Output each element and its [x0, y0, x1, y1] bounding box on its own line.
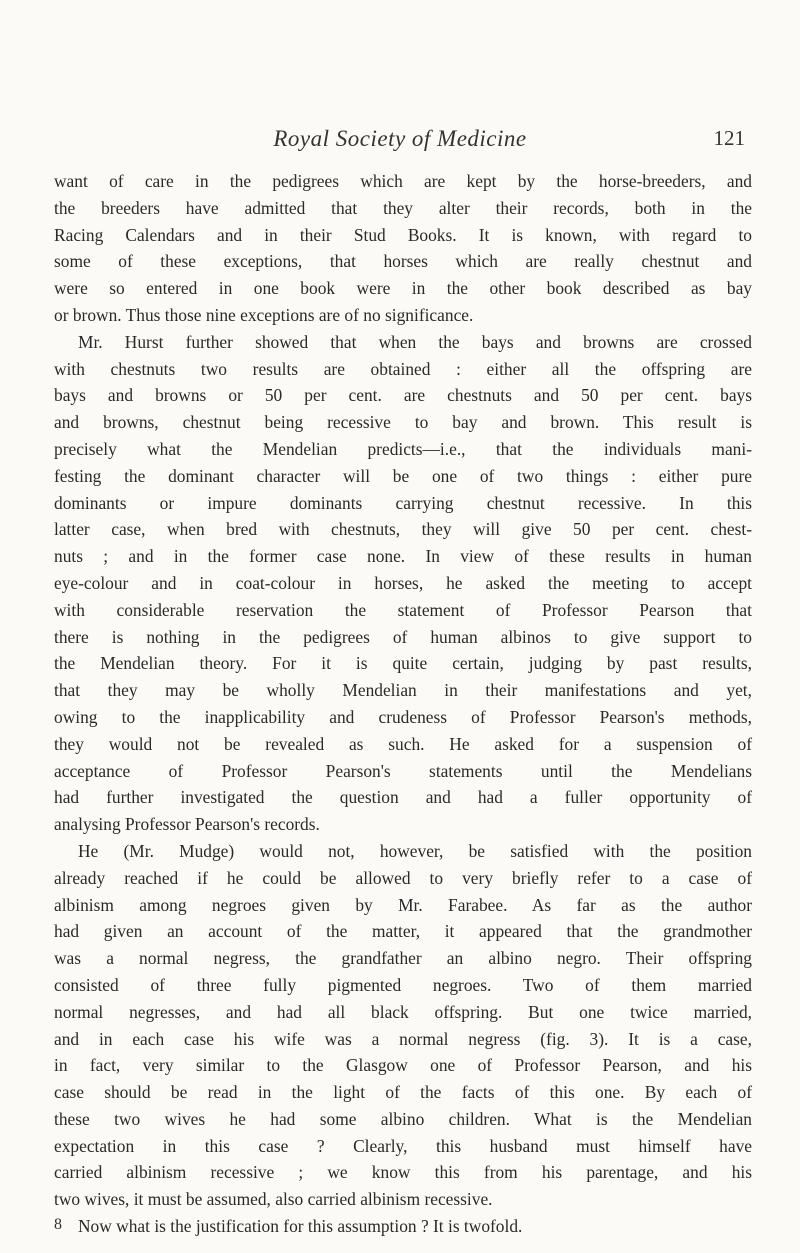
text-line: carried albinism recessive ; we know this from his parentage, and his [54, 1162, 752, 1183]
text-line: already reached if he could be allowed to very briefly refer to a case of [54, 867, 752, 888]
text-line: with considerable reservation the statement of Professor Pearson that [54, 599, 752, 620]
page-number: 121 [713, 126, 745, 150]
text-line: acceptance of Professor Pearson's statements until the Mendelians [54, 760, 752, 781]
text-line: the breeders have admitted that they alter their records, both in the [54, 197, 752, 218]
text-line: nuts ; and in the former case none. In view of these results in human [54, 546, 752, 567]
text-line: normal negresses, and had all black offspring. But one twice married, [54, 1001, 752, 1022]
text-line: there is nothing in the pedigrees of human albinos to give support to [54, 626, 752, 647]
text-line: Racing Calendars and in their Stud Books. It is known, with regard to [54, 224, 752, 245]
text-line: or brown. Thus those nine exceptions are of no significance. [54, 304, 474, 325]
text-line: eye-colour and in coat-colour in horses, he asked the meeting to accept [54, 572, 752, 593]
text-line: that they may be wholly Mendelian in their manifestations and yet, [54, 680, 752, 701]
text-line: albinism among negroes given by Mr. Farabee. As far as the author [54, 894, 752, 915]
text-line: festing the dominant character will be one of two things : either pure [54, 465, 752, 486]
body-text [54, 168, 752, 1240]
text-line: was a normal negress, the grandfather an albino negro. Their offspring [54, 948, 752, 969]
text-line: want of care in the pedigrees which are kept by the horse-breeders, and [54, 171, 752, 191]
text-line: had further investigated the question and had a fuller opportunity of [54, 787, 752, 808]
signature-mark: 8 [54, 1216, 62, 1233]
text-line: Now what is the justification for this assumption ? It is twofold. [78, 1216, 523, 1237]
running-head [0, 126, 800, 156]
text-line: Mr. Hurst further showed that when the bays and browns are crossed [78, 331, 752, 352]
text-line: expectation in this case ? Clearly, this husband must himself have [54, 1135, 752, 1156]
text-line: analysing Professor Pearson's records. [54, 814, 320, 835]
text-line: and browns, chestnut being recessive to bay and brown. This result is [54, 412, 752, 433]
text-line: case should be read in the light of the facts of this one. By each of [54, 1082, 752, 1103]
text-line: were so entered in one book were in the other book described as bay [54, 278, 752, 299]
text-line: two wives, it must be assumed, also carried albinism recessive. [54, 1189, 493, 1210]
text-line: and in each case his wife was a normal negress (fig. 3). It is a case, [54, 1028, 752, 1049]
text-line: consisted of three fully pigmented negroes. Two of them married [54, 974, 752, 995]
text-line: dominants or impure dominants carrying chestnut recessive. In this [54, 492, 752, 513]
text-line: latter case, when bred with chestnuts, they will give 50 per cent. chest- [54, 519, 752, 540]
text-line: He (Mr. Mudge) would not, however, be satisfied with the position [78, 840, 752, 861]
running-title: Royal Society of Medicine [273, 126, 527, 151]
text-line: precisely what the Mendelian predicts—i.e., that the individuals mani- [54, 438, 752, 459]
text-line: the Mendelian theory. For it is quite certain, judging by past results, [54, 653, 752, 674]
text-line: these two wives he had some albino children. What is the Mendelian [54, 1108, 752, 1129]
text-line: had given an account of the matter, it appeared that the grandmother [54, 921, 752, 942]
text-line: with chestnuts two results are obtained : either all the offspring are [54, 358, 752, 379]
text-line: in fact, very similar to the Glasgow one of Professor Pearson, and his [54, 1055, 752, 1076]
text-line: bays and browns or 50 per cent. are chestnuts and 50 per cent. bays [54, 385, 752, 406]
text-line: owing to the inapplicability and crudeness of Professor Pearson's methods, [54, 706, 752, 727]
text-line: some of these exceptions, that horses which are really chestnut and [54, 251, 752, 272]
text-line: they would not be revealed as such. He asked for a suspension of [54, 733, 752, 754]
